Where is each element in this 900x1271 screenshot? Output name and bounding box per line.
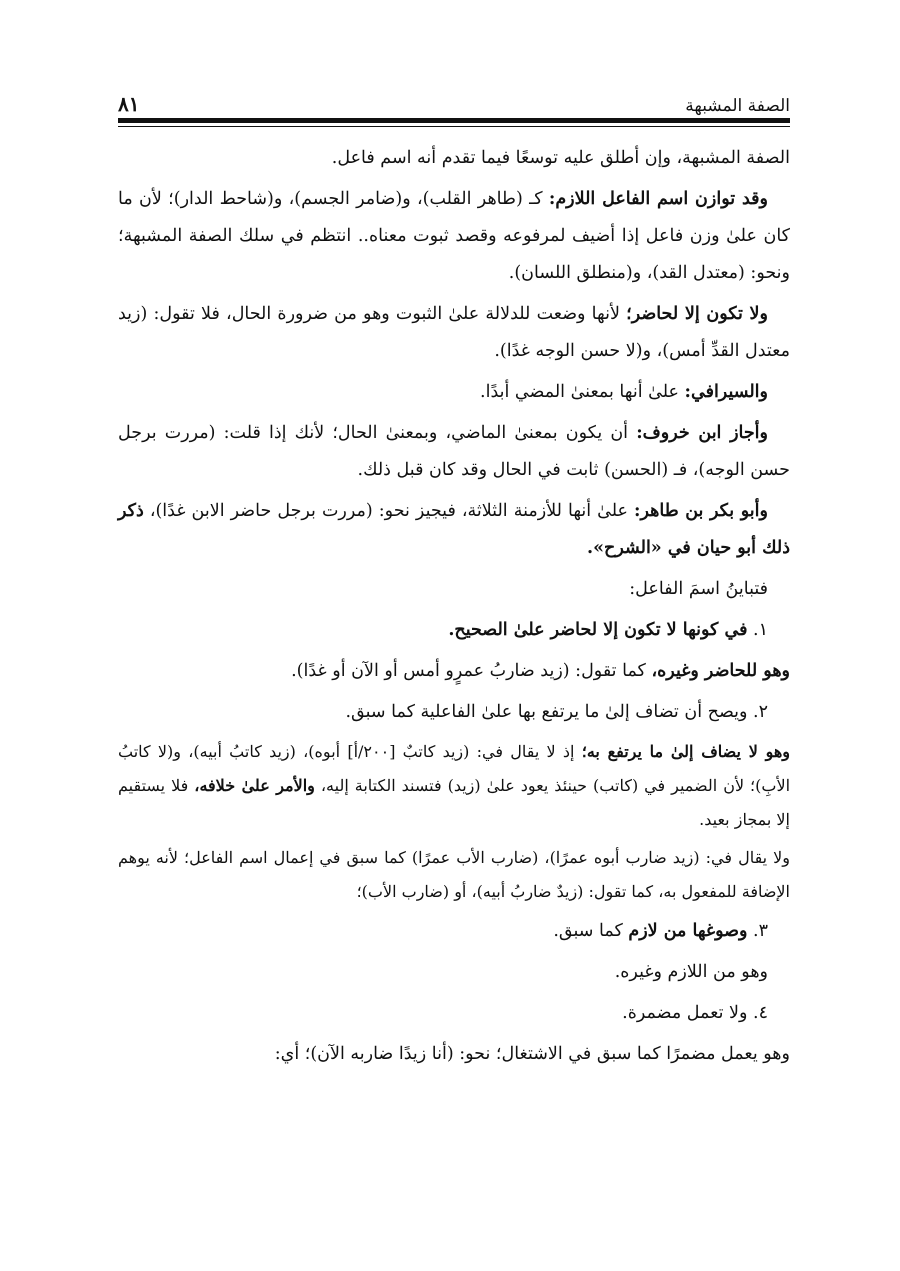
paragraph: وهو لا يضاف إلىٰ ما يرتفع به؛ إذ لا يقال في: (زيد كاتبٌ [٢٠٠/أ] أبوه)، (زيد كاتبُ أبيه)، و(لا كاتبُ الأبِ)؛ لأن الضمير في (كاتب) حينئذ يعود علىٰ (زيد) فتسند الكتابة إليه، والأمر علىٰ خلافه، فلا يستقيم إلا بمجاز بعيد. [118, 742, 791, 829]
paragraph: والسيرافي: علىٰ أنها بمعنىٰ المضي أبدًا. [480, 382, 768, 402]
paragraph: وهو للحاضر وغيره، كما تقول: (زيد ضاربُ عمرٍو أمس أو الآن أو غدًا). [291, 661, 790, 681]
paragraph: وقد توازن اسم الفاعل اللازم: كـ (طاهر القلب)، و(ضامر الجسم)، و(شاحط الدار)؛ لأن ما كان علىٰ وزن فاعل إذا أضيف لمرفوعه وقصد ثبوت معناه.. انتظم في سلك الصفة المشبهة؛ ونحو: (معتدل القد)، و(منطلق اللسان). [118, 189, 790, 283]
list-item: ٢. ويصح أن تضاف إلىٰ ما يرتفع بها علىٰ الفاعلية كما سبق. [345, 702, 768, 722]
paragraph: الصفة المشبهة، وإن أطلق عليه توسعًا فيما تقدم أنه اسم فاعل. [331, 148, 790, 168]
paragraph: وأجاز ابن خروف: أن يكون بمعنىٰ الماضي، وبمعنىٰ الحال؛ لأنك إذا قلت: (مررت برجل حسن الوجه)، فـ (الحسن) ثابت في الحال وقد كان قبل ذلك. [118, 423, 790, 480]
header-title: الصفة المشبهة [685, 96, 790, 116]
body-text [118, 140, 790, 1077]
paragraph: فتباينُ اسمَ الفاعل: [629, 579, 768, 599]
paragraph: ولا يقال في: (زيد ضارب أبوه عمرًا)، (ضارب الأب عمرًا) كما سبق في إعمال اسم الفاعل؛ لأنه يوهم الإضافة للمفعول به، كما تقول: (زيدٌ ضاربُ أبيه)، أو (ضارب الأب)؛ [118, 848, 791, 901]
list-item: ١. في كونها لا تكون إلا لحاضر علىٰ الصحيح. [448, 620, 768, 640]
page-number: ٨١ [118, 92, 140, 116]
paragraph: وهو يعمل مضمرًا كما سبق في الاشتغال؛ نحو: (أنا زيدًا ضاربه الآن)؛ أي: [274, 1044, 790, 1064]
paragraph: وهو من اللازم وغيره. [614, 962, 768, 982]
paragraph: وأبو بكر بن طاهر: علىٰ أنها للأزمنة الثلاثة، فيجيز نحو: (مررت برجل حاضر الابن غدًا)، ذكر ذلك أبو حيان في «الشرح». [118, 501, 790, 558]
list-item: ٣. وصوغها من لازم كما سبق. [553, 921, 768, 941]
paragraph: ولا تكون إلا لحاضر؛ لأنها وضعت للدلالة علىٰ الثبوت وهو من ضرورة الحال، فلا تقول: (زيد معتدل القدِّ أمس)، و(لا حسن الوجه غدًا). [118, 304, 790, 361]
header-rule-thick [118, 118, 790, 123]
list-item: ٤. ولا تعمل مضمرة. [622, 1003, 768, 1023]
header-rule-thin [118, 126, 790, 127]
running-header [118, 86, 790, 116]
